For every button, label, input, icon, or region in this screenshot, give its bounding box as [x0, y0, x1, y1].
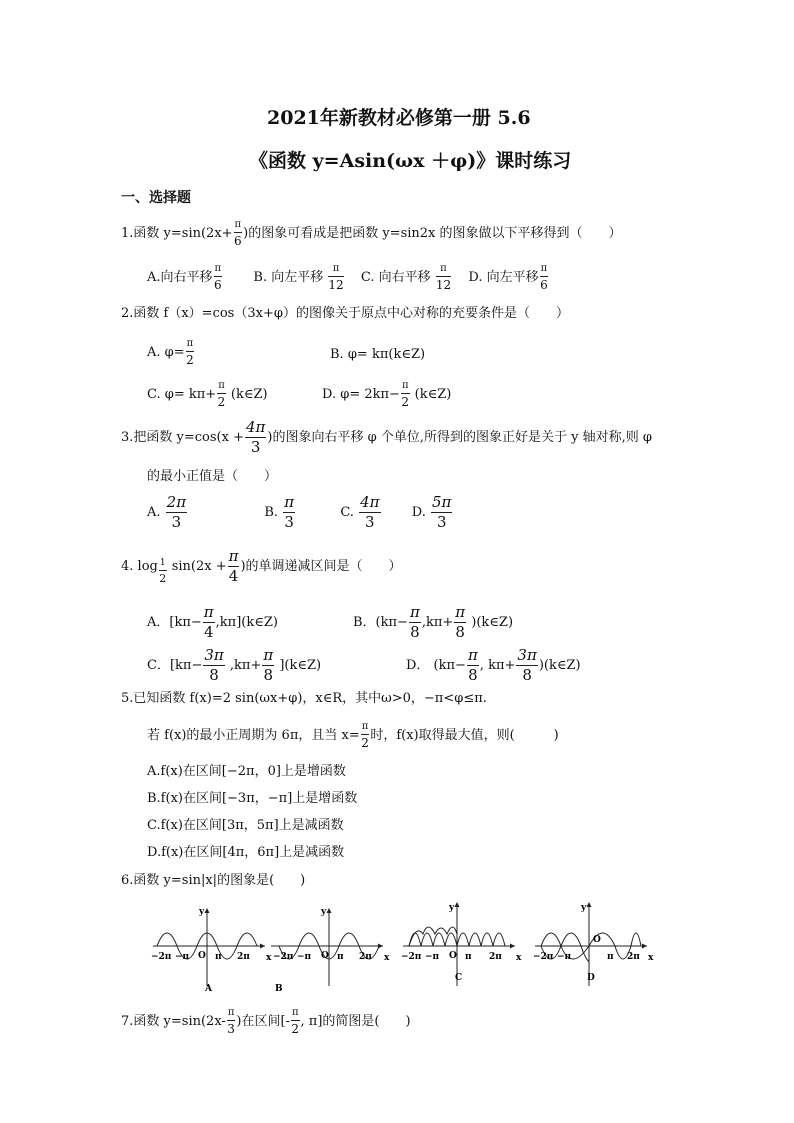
graph-d-origin: O	[593, 935, 601, 945]
q1-stem	[121, 220, 622, 247]
graph-b[interactable]	[271, 907, 390, 994]
q5-stem-line2: 若 f(x)的最小正周期为 6π，且当 x= $\frac{\pi}{2}$ 时，f(x)取得最大值，则( )	[147, 721, 559, 750]
q4-option-c[interactable]: C．[kπ− $\frac{3\pi}{8}$ ,kπ+ $\frac{\pi}{8}$ ](k∈Z)	[147, 646, 322, 684]
svg-text:2π: 2π	[359, 952, 372, 962]
q6-stem: 6.函数 y=sin|x|的图象是( )	[121, 873, 306, 888]
svg-text:−2π: −2π	[273, 952, 294, 962]
svg-text:−π: −π	[297, 952, 312, 962]
graph-c-origin: O	[449, 951, 457, 961]
svg-text:π: π	[607, 952, 614, 962]
q2-stem: 2.函数 f（x）=cos（3x+φ）的图像关于原点中心对称的充要条件是（ ）	[121, 306, 569, 321]
q5-option-c[interactable]: C.f(x)在区间[3π，5π]上是减函数	[147, 818, 344, 833]
q1-option-d[interactable]: D. 向左平移 $\frac{\pi}{6}$	[468, 263, 548, 292]
q5-option-d[interactable]: D.f(x)在区间[4π，6π]上是减函数	[147, 845, 345, 860]
graph-a-x-label: x	[266, 953, 272, 963]
q3-option-a[interactable]: A. $\frac{2\pi}{3}$	[147, 493, 187, 531]
title-line-1: 2021年新教材必修第一册 5.6	[267, 107, 531, 129]
q7-stem: 7.函数 y=sin(2x- $\frac{\pi}{3}$ )在区间[- $\frac{\pi}{2}$ , π]的简图是( )	[121, 1007, 411, 1036]
q3-options	[147, 495, 453, 530]
graph-b-y-label: y	[321, 907, 327, 917]
graph-d-label: D	[587, 973, 595, 983]
graph-d[interactable]	[533, 902, 654, 986]
graph-c-label: C	[455, 973, 463, 983]
q1-stem-text-b: )的图象可看成是把函数 y=sin2x 的图象做以下平移得到（ ）	[243, 226, 622, 241]
graph-c[interactable]	[401, 902, 522, 986]
q2-option-d[interactable]: D. φ= 2kπ− $\frac{\pi}{2}$ (k∈Z)	[322, 380, 452, 409]
svg-text:2π: 2π	[489, 952, 502, 962]
q4-option-a[interactable]: A．[kπ− $\frac{\pi}{4}$ ,kπ](k∈Z)	[147, 603, 278, 641]
section-heading: 一、选择题	[121, 190, 191, 206]
graph-d-x-label: x	[648, 953, 654, 963]
svg-text:π: π	[465, 952, 472, 962]
svg-text:−2π: −2π	[151, 952, 172, 962]
svg-text:−π: −π	[175, 952, 190, 962]
svg-text:−2π: −2π	[401, 952, 422, 962]
graph-a[interactable]	[151, 907, 272, 994]
svg-text:−π: −π	[557, 952, 572, 962]
svg-text:π: π	[337, 952, 344, 962]
q5-option-b[interactable]: B.f(x)在区间[−3π，−π]上是增函数	[147, 791, 358, 806]
q5-stem: 5.已知函数 f(x)=2 sin(ωx+φ)，x∈R，其中ω>0，−π<φ≤π.	[121, 691, 487, 706]
q1-option-a[interactable]: A.向右平移 $\frac{\pi}{6}$	[147, 263, 222, 292]
q4-stem: 4. log $\frac{1}{2}$ sin(2x + $\frac{\pi}{4}$ )的单调递减区间是（ ）	[121, 547, 402, 585]
svg-text:2π: 2π	[627, 952, 640, 962]
q3-option-d[interactable]: D. $\frac{5\pi}{3}$	[411, 493, 452, 531]
q1-option-c[interactable]: C. 向右平移 $\frac{\pi}{12}$	[360, 263, 452, 292]
svg-text:π: π	[215, 952, 222, 962]
q1-options	[147, 264, 549, 291]
q5-option-a[interactable]: A.f(x)在区间[−2π，0]上是增函数	[147, 764, 346, 779]
q6-graphs	[145, 900, 665, 995]
svg-text:2π: 2π	[237, 952, 250, 962]
svg-text:−π: −π	[425, 952, 440, 962]
graph-a-y-label: y	[199, 907, 205, 917]
q1-option-b[interactable]: B. 向左平移 $\frac{\pi}{12}$	[253, 263, 344, 292]
graph-c-y-label: y	[449, 903, 455, 913]
graph-b-x-label: x	[384, 953, 390, 963]
q3-option-c[interactable]: C. $\frac{4\pi}{3}$	[340, 493, 380, 531]
q2-option-b[interactable]: B. φ= kπ(k∈Z)	[330, 347, 426, 362]
q4-option-b[interactable]: B．(kπ− $\frac{\pi}{8}$ ,kπ+ $\frac{\pi}{8}$ )(k∈Z)	[353, 603, 514, 641]
graph-d-y-label: y	[581, 903, 587, 913]
q2-option-a[interactable]: A. φ= $\frac{\pi}{2}$	[147, 338, 194, 367]
q1-fraction: $\frac{\pi}{6}$	[234, 219, 242, 248]
q3-option-b[interactable]: B. $\frac{\pi}{3}$	[264, 493, 295, 531]
q2-option-c[interactable]: C. φ= kπ+ $\frac{\pi}{2}$ (k∈Z)	[147, 380, 268, 409]
q3-stem: 3.把函数 y=cos(x + $\frac{4\pi}{3}$ )的图象向右平移 φ 个单位,所得到的图象正好是关于 y 轴对称,则 φ	[121, 418, 652, 456]
graph-a-origin: O	[198, 951, 206, 961]
q3-stem-line2: 的最小正值是（ ）	[147, 469, 278, 484]
graph-c-x-label: x	[516, 953, 522, 963]
graph-b-origin: O	[321, 951, 329, 961]
q4-option-d[interactable]: D． (kπ− $\frac{\pi}{8}$ , kπ+ $\frac{3\pi}{8}$ )(k∈Z)	[406, 646, 581, 684]
q1-stem-text-a: 1.函数 y=sin(2x+	[121, 226, 233, 241]
graph-b-label: B	[275, 984, 283, 994]
title-line-2: 《函数 y=Asin(ωx ＋φ)》课时练习	[249, 150, 572, 172]
svg-text:−2π: −2π	[533, 952, 554, 962]
graph-a-label: A	[205, 984, 212, 994]
